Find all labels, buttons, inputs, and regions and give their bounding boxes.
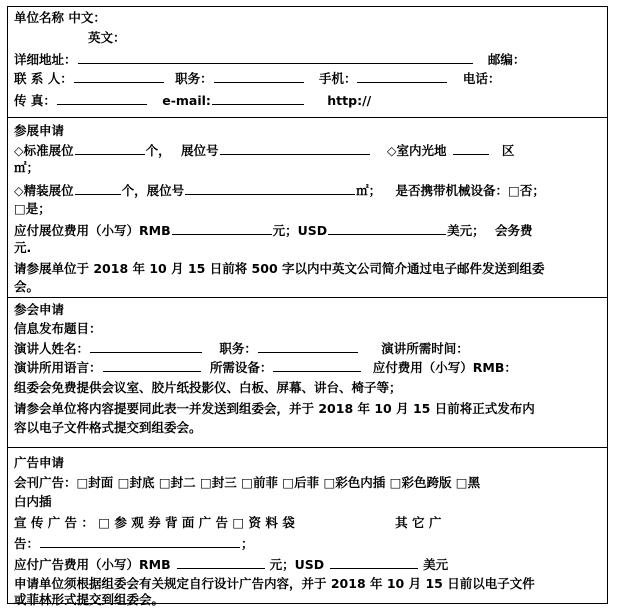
ad-fee-rmb-field[interactable] (177, 555, 265, 569)
booth-fee-rmb-field[interactable] (172, 221, 272, 235)
conference-fee-label: 应付费用（小写）RMB： (372, 360, 517, 375)
ad-fee-label: 应付广告费用（小写）RMB (14, 557, 171, 572)
address-label: 详细地址： (14, 52, 77, 67)
contact-person-label: 联 系 人： (14, 71, 73, 86)
application-form (7, 6, 608, 607)
conference-title: 参会申请 (14, 302, 65, 317)
machinery-question: 是否携带机械设备： (395, 183, 509, 198)
equipment-field[interactable] (273, 358, 361, 372)
free-provision-text: 组委会免费提供会议室、胶片纸投影仪、白板、屏幕、讲台、椅子等； (14, 380, 402, 395)
email-field[interactable] (212, 91, 304, 105)
ads-title: 广告申请 (14, 455, 65, 470)
exhibit-note-line-2: 会。 (14, 279, 40, 294)
journal-ad-options-cont[interactable]: 白内插 (14, 494, 52, 509)
sqm-label-2: ㎡； (356, 183, 382, 198)
other-ad-field[interactable] (40, 534, 240, 548)
contact-section (8, 7, 607, 117)
phone-label: 电话： (462, 71, 501, 86)
standard-booth-count-field[interactable] (75, 141, 145, 155)
http-label: http:// (327, 93, 372, 108)
ads-note-line-1: 申请单位须根据组委会有关规定自行设计广告内容，并于 2018 年 10 月 15 日前以电子文件 (14, 576, 535, 591)
indoor-space-label: ◇室内光地 (386, 143, 447, 158)
position-label: 职务： (175, 71, 213, 86)
fax-label: 传 真： (14, 93, 56, 108)
speaker-position-label: 职务： (219, 341, 257, 356)
mobile-label: 手机： (318, 71, 357, 86)
conference-note-line-2: 容以电子文件格式提交到组委会。 (14, 420, 202, 435)
ad-yuan-usd-label: 元；USD (269, 557, 325, 572)
booth-fee-usd-field[interactable] (328, 221, 446, 235)
sqm-label: ㎡； (14, 160, 40, 175)
speech-time-label: 演讲所需时间： (381, 341, 469, 356)
mobile-field[interactable] (357, 69, 447, 83)
postcode-label: 邮编： (487, 52, 526, 67)
fitted-booth-no-label: 个，展位号 (121, 183, 185, 198)
position-field[interactable] (214, 69, 304, 83)
address-field[interactable] (78, 50, 473, 64)
contact-person-field[interactable] (74, 69, 164, 83)
unit-label: 个， (145, 143, 171, 158)
email-label: e-mail: (162, 93, 211, 108)
standard-booth-label: ◇标准展位 (14, 143, 74, 158)
usd-label: 美元； (447, 223, 485, 238)
fitted-booth-label: ◇精装展位 (14, 183, 74, 198)
machinery-no-checkbox[interactable]: □否； (508, 183, 545, 198)
speaker-position-field[interactable] (258, 339, 358, 353)
exhibit-section (8, 117, 607, 298)
yuan-usd-label: 元；USD (272, 223, 328, 238)
machinery-yes-checkbox[interactable]: □是； (14, 201, 51, 216)
fax-field[interactable] (57, 91, 147, 105)
topic-label: 信息发布题目： (14, 321, 102, 336)
semicolon: ； (241, 536, 254, 551)
booth-fee-label: 应付展位费用（小写）RMB (14, 223, 171, 238)
speech-language-field[interactable] (103, 358, 201, 372)
ad-fee-usd-field[interactable] (330, 555, 418, 569)
standard-booth-no-field[interactable] (220, 141, 370, 155)
yuan-label: 元. (14, 240, 32, 255)
journal-ad-options[interactable]: 会刊广告：□封面 □封底 □封二 □封三 □前菲 □后菲 □彩色内插 □彩色跨版 □黑 (14, 475, 481, 490)
other-ad-label-cont: 告： (14, 536, 40, 551)
fitted-booth-no-field[interactable] (185, 181, 355, 195)
equipment-label: 所需设备： (209, 360, 273, 375)
conference-note-line-1: 请参会单位将内容提要同此表一并发送到组委会，并于 2018 年 10 月 15 日前将正式发布内 (14, 401, 535, 416)
unit-name-en-label: 英文： (88, 30, 126, 45)
indoor-area-field[interactable] (453, 141, 489, 155)
ad-usd-label: 美元 (423, 557, 449, 572)
fitted-booth-count-field[interactable] (75, 181, 121, 195)
speaker-field[interactable] (90, 339, 202, 353)
exhibit-note-line-1: 请参展单位于 2018 年 10 月 15 日前将 500 字以内中英文公司简介通过电子邮件发送到组委 (14, 261, 545, 276)
speech-language-label: 演讲所用语言： (14, 360, 102, 375)
promo-ad-options[interactable]: 宣 传 广 告 ： □ 参 观 券 背 面 广 告 □ 资 料 袋 (14, 515, 295, 530)
speaker-label: 演讲人姓名： (14, 341, 90, 356)
member-fee-label: 会务费 (495, 223, 533, 238)
unit-name-cn-label: 单位名称 中文： (14, 10, 106, 25)
booth-no-label: 展位号 (181, 143, 219, 158)
ads-note-line-2: 或菲林形式提交到组委会。 (14, 592, 165, 607)
exhibit-title: 参展申请 (14, 123, 65, 138)
ads-section (8, 447, 607, 607)
area-unit-label: 区 (501, 143, 515, 158)
conference-section (8, 297, 607, 448)
other-ad-label: 其 它 广 (395, 515, 442, 530)
